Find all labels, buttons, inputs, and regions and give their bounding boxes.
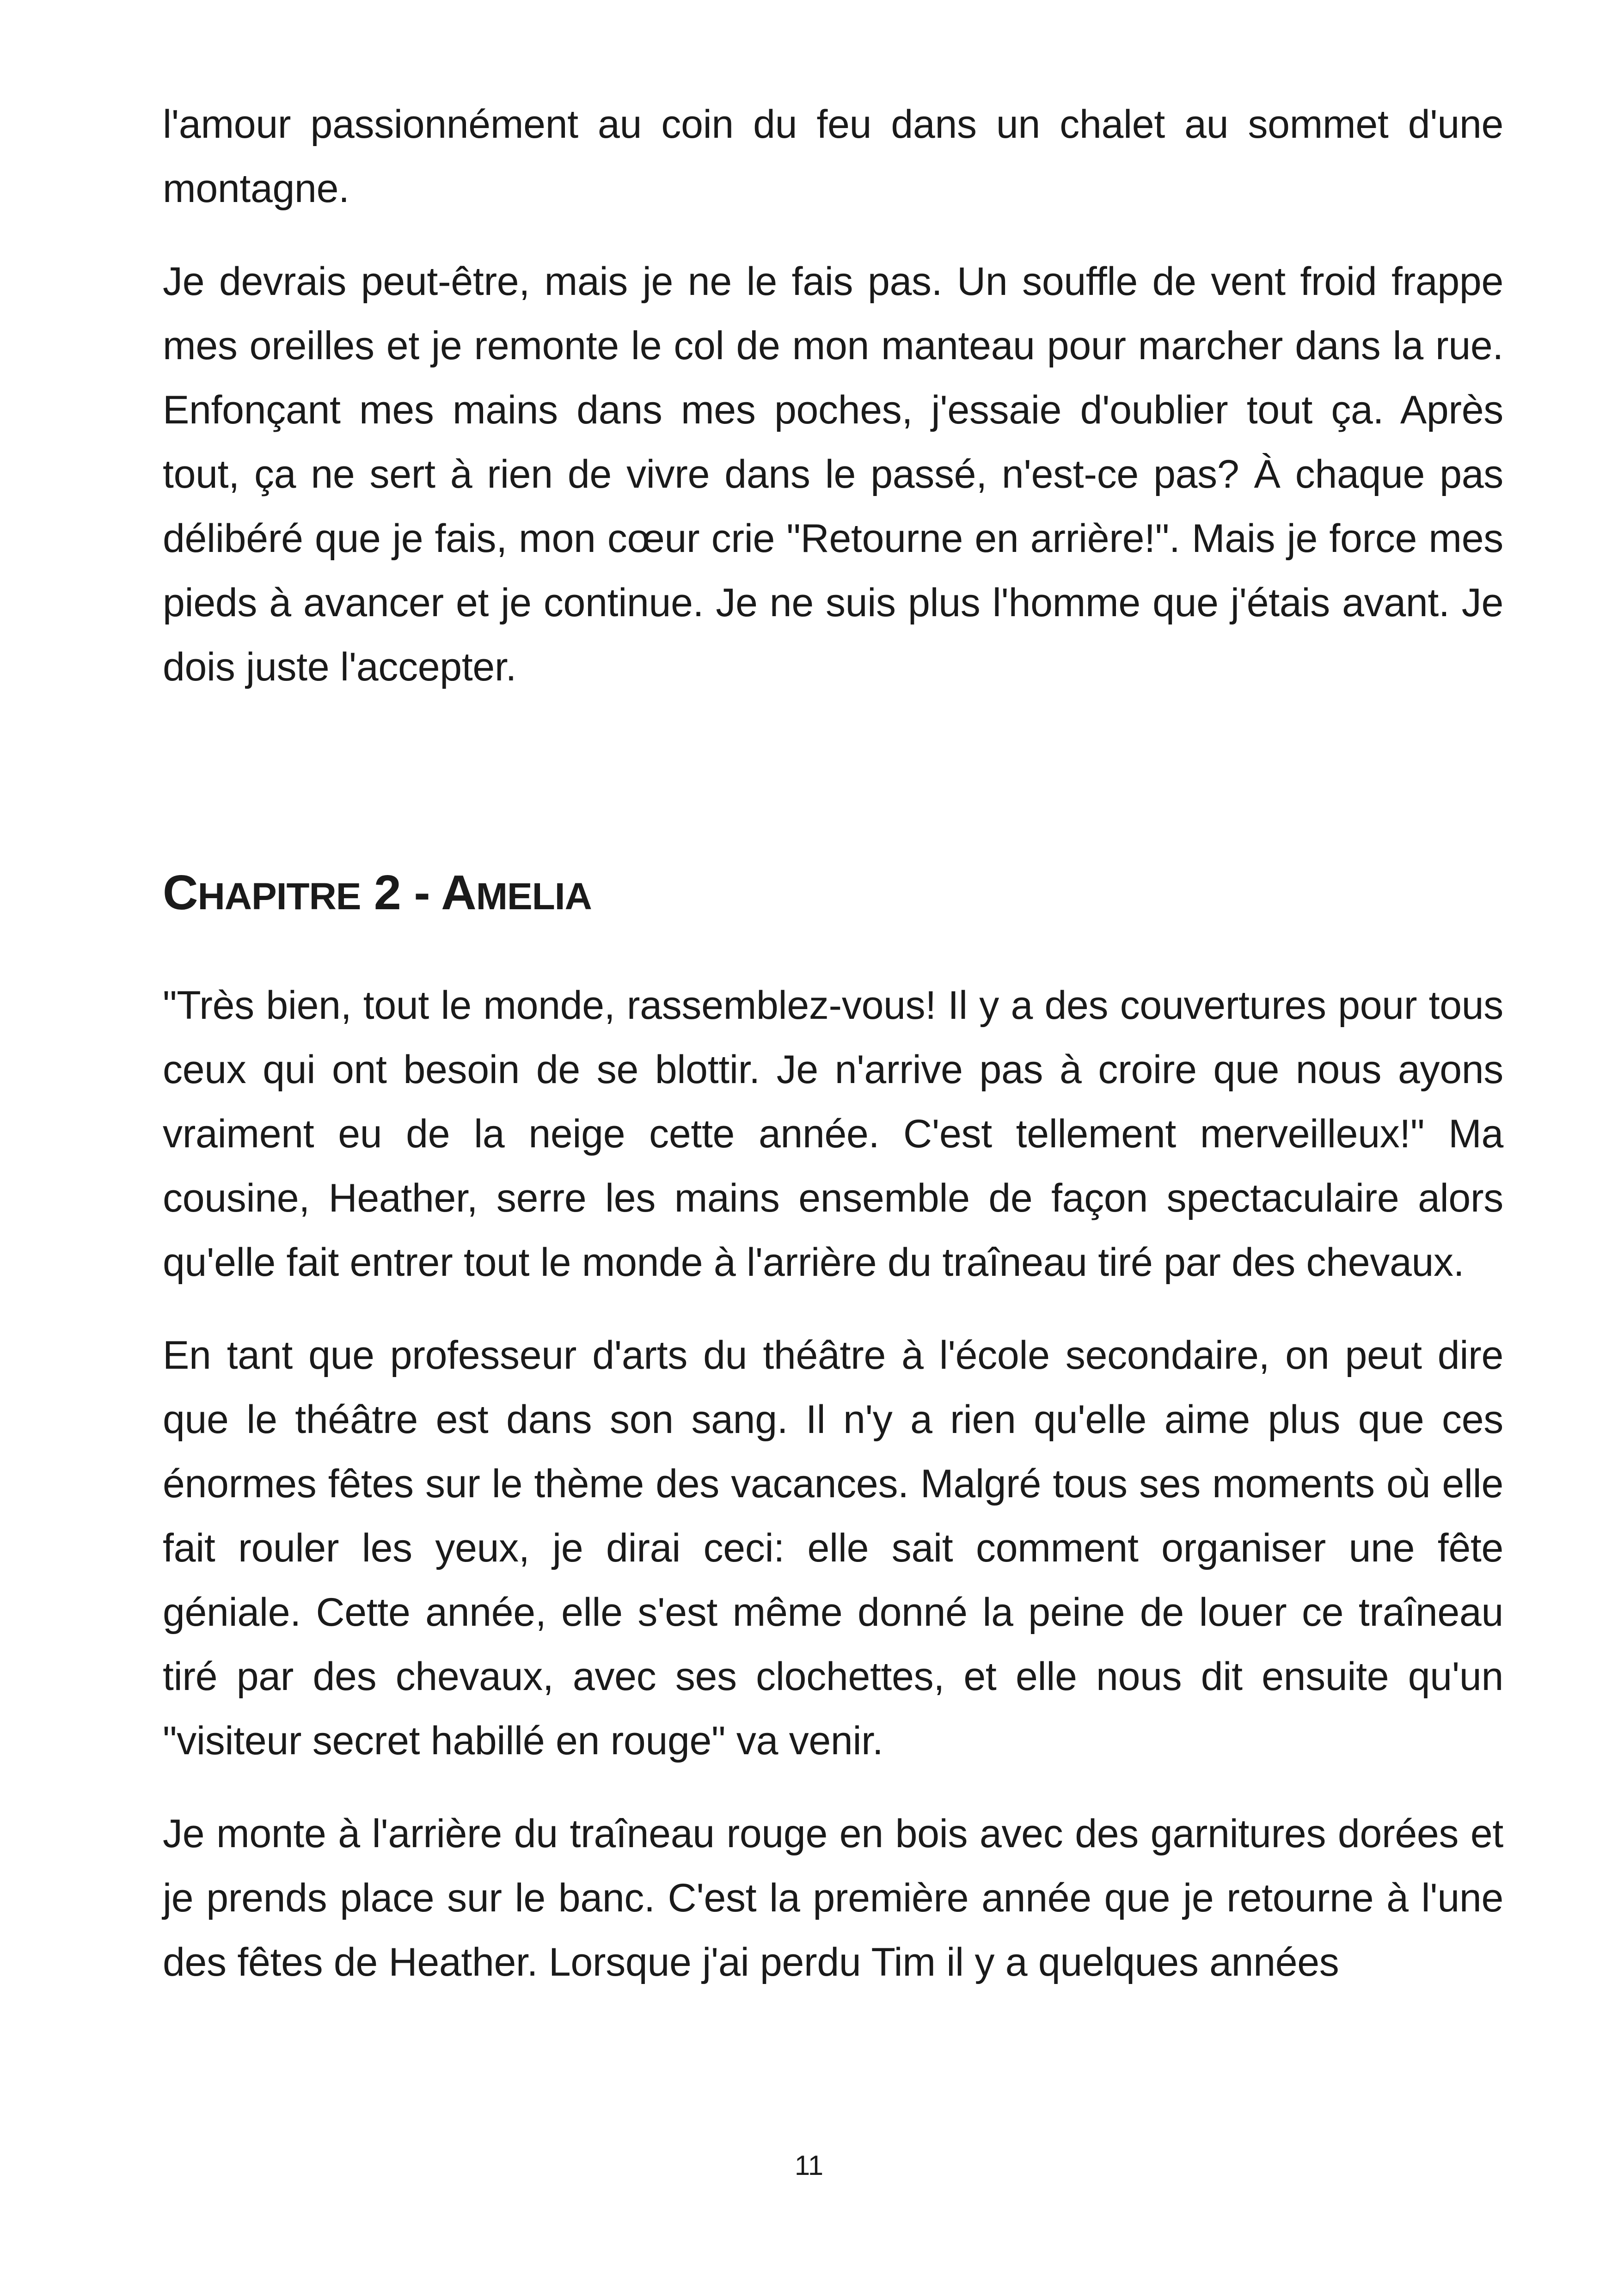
paragraph: En tant que professeur d'arts du théâtre à l'école secondaire, on peut dire que le théâtre est dans son sang. Il n'y a rien qu'elle aime plus que ces énormes fêtes sur le thème des vacances. Malgré tous ses moments où elle fait rouler les yeux, je dirai ceci: elle sait comment organiser une fête géniale. Cette année, elle s'est même donné la peine de louer ce traîneau tiré par des chevaux, avec ses clochettes, et elle nous dit ensuite qu'un "visiteur secret habillé en rouge" va venir.	[163, 1333, 1503, 1763]
chapter-number: 2 -	[361, 865, 441, 920]
chapter-name-initial: A	[441, 865, 476, 920]
chapter-title-word: HAPITRE	[197, 876, 361, 918]
paragraph: "Très bien, tout le monde, rassemblez-vous! Il y a des couvertures pour tous ceux qui ont besoin de se blottir. Je n'arrive pas à croire que nous ayons vraiment eu de la neige cette année. C'est tellement merveilleux!" Ma cousine, Heather, serre les mains ensemble de façon spectaculaire alors qu'elle fait entrer tout le monde à l'arrière du traîneau tiré par des chevaux.	[163, 983, 1503, 1285]
paragraph: l'amour passionnément au coin du feu dans un chalet au sommet d'une montagne.	[163, 102, 1503, 211]
chapter-heading	[163, 860, 1503, 929]
paragraph: Je monte à l'arrière du traîneau rouge en bois avec des garnitures dorées et je prends place sur le banc. C'est la première année que je retourne à l'une des fêtes de Heather. Lorsque j'ai perdu Tim il y a quelques années	[163, 1812, 1503, 1984]
chapter-title-initial: C	[163, 865, 198, 920]
paragraph: Je devrais peut-être, mais je ne le fais pas. Un souffle de vent froid frappe mes oreilles et je remonte le col de mon manteau pour marcher dans la rue. Enfonçant mes mains dans mes poches, j'essaie d'oublier tout ça. Après tout, ça ne sert à rien de vivre dans le passé, n'est-ce pas? À chaque pas délibéré que je fais, mon cœur crie "Retourne en arrière!". Mais je force mes pieds à avancer et je continue. Je ne suis plus l'homme que j'étais avant. Je dois juste l'accepter.	[163, 259, 1503, 689]
page-number: 11	[794, 2150, 824, 2181]
page-content	[163, 92, 1503, 1995]
chapter-name: MELIA	[476, 876, 592, 918]
